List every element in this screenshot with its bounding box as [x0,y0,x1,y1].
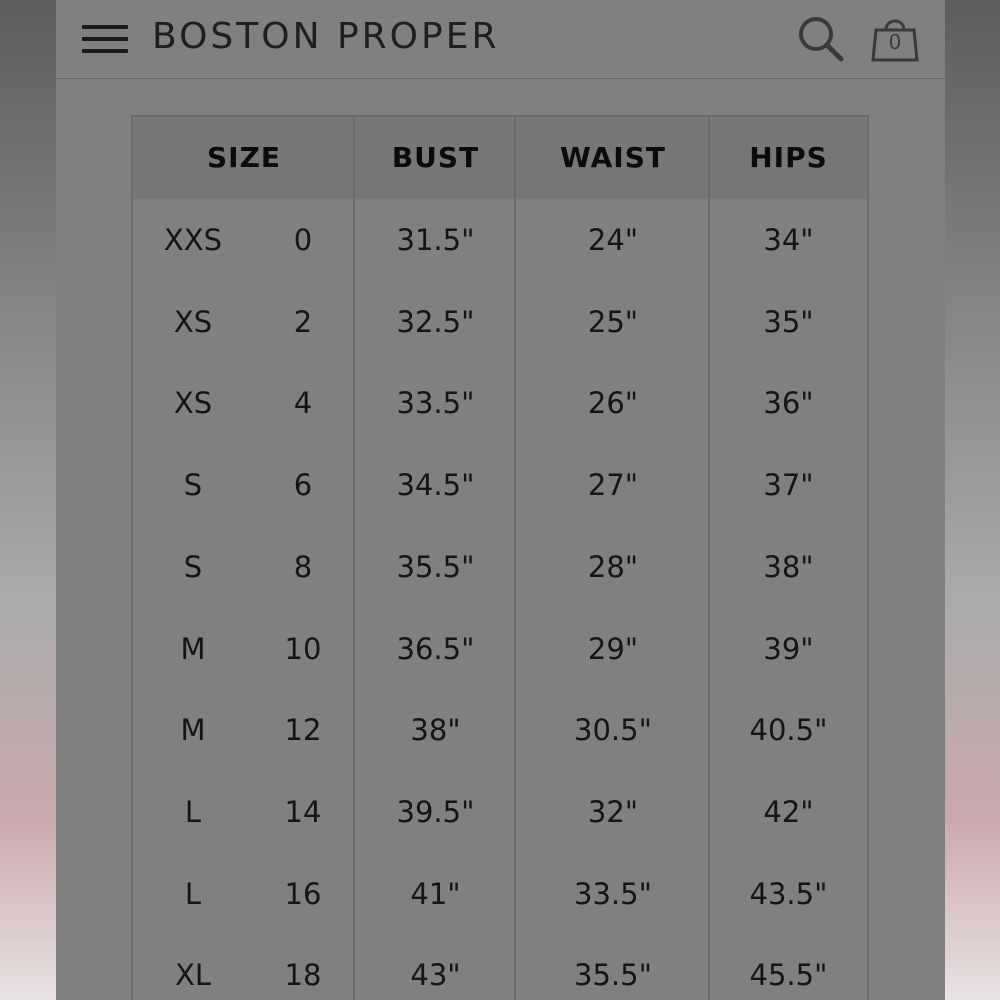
column-header-hips: HIPS [749,141,828,174]
shopping-bag-icon[interactable] [870,12,920,64]
phone-screen [56,0,945,1000]
table-row [133,934,867,1000]
cell-waist: 35.5" [574,958,652,993]
cell-size-letter: S [183,549,203,584]
table-row [133,199,867,281]
cell-waist: 29" [587,631,639,666]
brand-logo[interactable]: BOSTON PROPER [152,16,500,57]
cell-waist: 25" [587,304,639,339]
table-row [133,281,867,363]
cell-size-number: 12 [284,713,322,748]
cell-bust: 35.5" [396,549,475,584]
cell-hips: 38" [763,549,814,584]
cell-hips: 34" [763,223,814,257]
column-divider [353,117,355,1000]
table-row [133,444,867,526]
table-row [133,526,867,608]
cell-size-number: 6 [293,468,313,503]
column-header-size: SIZE [206,141,281,174]
cell-size-number: 10 [284,631,322,666]
cell-size-number: 8 [293,549,313,584]
column-divider [708,117,710,1000]
cell-waist: 24" [587,223,639,257]
cell-hips: 37" [763,468,814,503]
column-header-bust: BUST [391,141,480,174]
size-chart-table [131,115,869,1000]
table-row [133,771,867,853]
cell-waist: 26" [587,386,639,421]
table-row [133,608,867,690]
cell-waist: 27" [587,468,639,503]
cell-waist: 33.5" [574,876,652,911]
table-row [133,853,867,935]
cell-size-letter: XL [174,958,212,993]
cell-size-number: 18 [284,958,322,993]
cell-bust: 41" [410,876,461,911]
cell-hips: 45.5" [749,958,828,993]
cell-size-number: 0 [293,223,313,257]
cell-hips: 40.5" [749,713,828,748]
cell-hips: 43.5" [749,876,828,911]
cart-count-badge: 0 [888,30,902,54]
cell-bust: 36.5" [396,631,475,666]
hamburger-menu-icon[interactable] [82,25,130,55]
cell-waist: 32" [587,794,639,829]
cell-bust: 33.5" [396,386,475,421]
cell-bust: 39.5" [396,794,475,829]
cell-size-letter: XS [173,304,213,339]
top-header [56,0,945,79]
cell-waist: 28" [587,549,639,584]
cell-bust: 31.5" [396,223,475,257]
cell-size-letter: XXS [163,223,223,257]
cell-bust: 32.5" [396,304,475,339]
cell-size-letter: XS [173,386,213,421]
search-icon[interactable] [796,14,846,64]
cell-hips: 42" [763,794,814,829]
cell-hips: 35" [763,304,814,339]
cell-size-number: 4 [293,386,313,421]
cell-bust: 34.5" [396,468,475,503]
cell-size-number: 2 [293,304,313,339]
cell-size-letter: S [183,468,203,503]
column-header-waist: WAIST [560,141,666,174]
table-row [133,689,867,771]
cell-bust: 43" [410,958,461,993]
column-divider [514,117,516,1000]
cell-size-number: 14 [284,794,322,829]
cell-hips: 36" [763,386,814,421]
cell-size-number: 16 [284,876,322,911]
cell-size-letter: L [184,876,202,911]
cell-hips: 39" [763,631,814,666]
table-row [133,362,867,444]
cell-size-letter: M [180,713,206,748]
table-header-row [133,117,867,199]
cell-size-letter: M [180,631,206,666]
cell-size-letter: L [184,794,202,829]
cell-waist: 30.5" [574,713,652,748]
cell-bust: 38" [410,713,461,748]
